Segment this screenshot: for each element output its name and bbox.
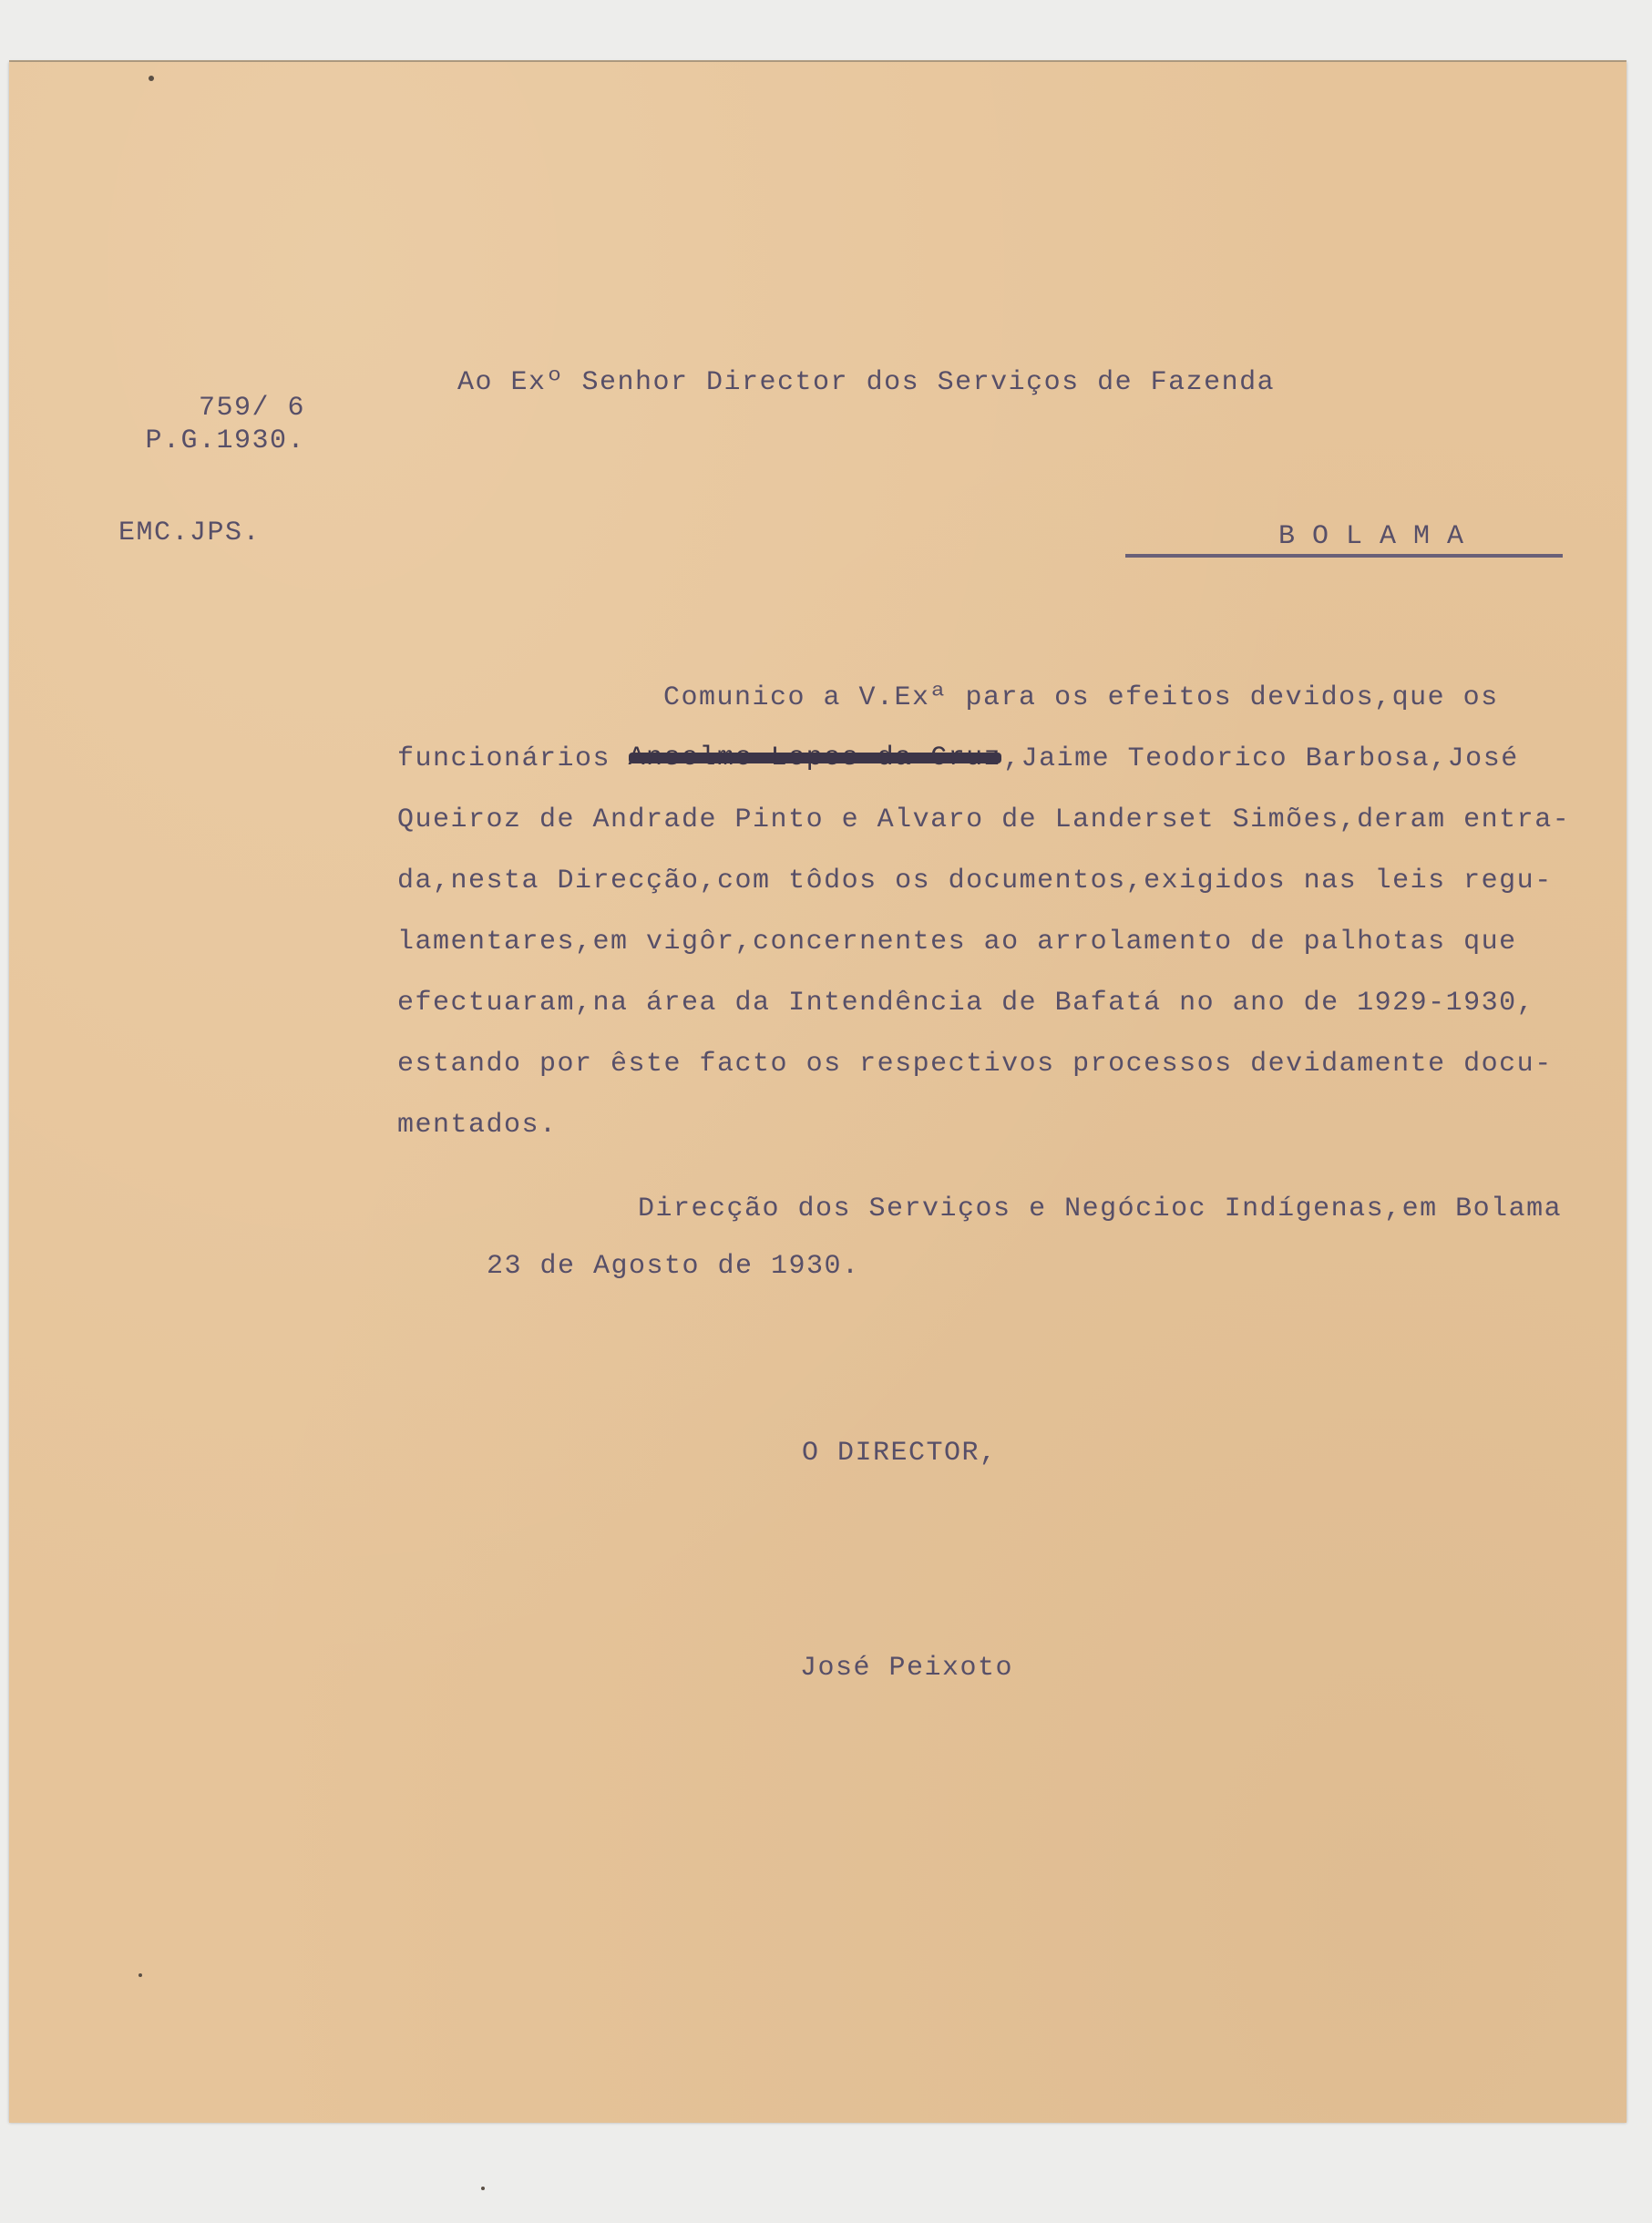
closing-place: Direcção dos Serviços e Negócioc Indígenas,em Bolama [638,1193,1563,1224]
paper-speck [481,2187,485,2190]
body-line: efectuaram,na área da Intendência de Bafatá no ano de 1929-1930, [397,988,1535,1019]
typist-initials: EMC.JPS. [118,517,262,548]
signatory-name: José Peixoto [800,1653,1014,1684]
paper-speck [149,76,154,81]
closing-date: 23 de Agosto de 1930. [487,1251,860,1282]
body-line: Queiroz de Andrade Pinto e Alvaro de Landerset Simões,deram entra- [397,804,1571,835]
struck-out-name: Anselmo Lopes da Cruz [628,743,1002,774]
body-line: lamentares,em vigôr,concernentes ao arrolamento de palhotas que [397,927,1517,958]
body-line-prefix: funcionários [397,743,629,774]
letter-body [397,668,1609,1156]
city-heading: BOLAMA [1125,521,1563,558]
addressee-line: Ao Exº Senhor Director dos Serviços de Fazenda [457,367,1276,398]
body-line: estando por êste facto os respectivos processos devidamente docu- [397,1049,1553,1080]
body-line-suffix: ,Jaime Teodorico Barbosa,José [1003,743,1519,774]
signatory-title: O DIRECTOR, [802,1438,998,1469]
body-line: mentados. [397,1110,558,1141]
reference-code: P.G.1930. [145,425,305,456]
body-line: Comunico a V.Exª para os efeitos devidos,que os [663,682,1499,713]
reference-block [137,392,305,457]
body-line: da,nesta Direcção,com tôdos os documentos,exigidos nas leis regu- [397,866,1553,896]
reference-number: 759/ 6 [198,393,305,424]
body-line [397,729,1609,790]
paper-speck [139,1973,142,1977]
